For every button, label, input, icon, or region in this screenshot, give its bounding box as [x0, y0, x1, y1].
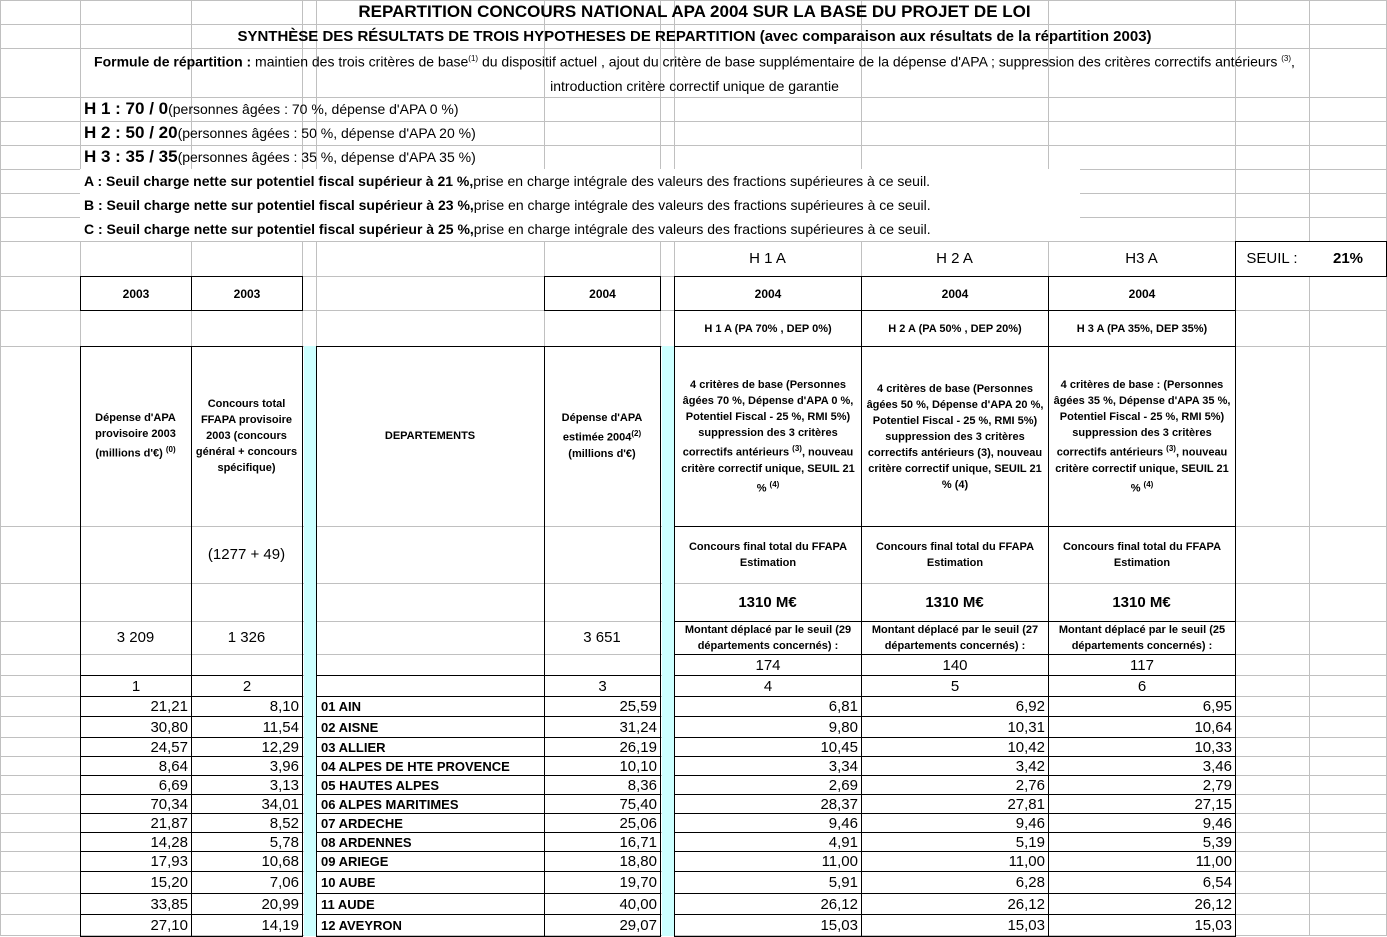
value-cell-c1[interactable]: 14,28	[80, 832, 192, 852]
header-text: (millions d'€)	[568, 447, 636, 460]
value-cell-c1[interactable]: 21,21	[80, 696, 192, 717]
moved-label-h2: Montant déplacé par le seuil (27 départements concernés) :	[861, 621, 1049, 655]
threshold-detail: prise en charge intégrale des valeurs des fractions supérieures à ce seuil.	[473, 221, 931, 237]
value-cell-h2[interactable]: 2,76	[861, 775, 1049, 795]
final-label-h1: Concours final total du FFAPA Estimation	[674, 526, 862, 622]
moved-value-h3: 117	[1048, 654, 1236, 676]
value-cell-h3[interactable]: 6,95	[1048, 696, 1236, 717]
value-cell-c2[interactable]: 10,68	[191, 851, 303, 872]
column-title-h3: H3 A	[1125, 250, 1158, 267]
value-cell-c1[interactable]: 33,85	[80, 893, 192, 915]
sublabel-h1: H 1 A (PA 70% , DEP 0%)	[674, 310, 862, 347]
value-cell-c3[interactable]: 25,06	[544, 813, 661, 833]
value-cell-c3[interactable]: 19,70	[544, 871, 661, 894]
value-cell-h3[interactable]: 11,00	[1048, 851, 1236, 872]
index-dept	[316, 675, 545, 697]
value-cell-h1[interactable]: 9,46	[674, 813, 862, 833]
moved-value-h2: 140	[861, 654, 1049, 676]
column-header-h1	[674, 346, 862, 527]
value-cell-h1[interactable]: 4,91	[674, 832, 862, 852]
department-name-cell[interactable]: 06 ALPES MARITIMES	[316, 794, 545, 814]
formula-label: Formule de répartition :	[94, 53, 252, 70]
value-cell-h3[interactable]: 6,54	[1048, 871, 1236, 894]
footnote-ref: (3)	[1281, 54, 1292, 64]
value-cell-h2[interactable]: 10,31	[861, 716, 1049, 738]
column-header-h2: 4 critères de base (Personnes âgées 50 %, Dépense d'APA 20 %, Potentiel Fiscal - 25 %, RMI 5%) suppression des 3 critères correctifs antérieurs (3), nouveau critère correctif unique, SEUIL 21 % (4)	[861, 346, 1049, 527]
value-cell-h1[interactable]: 15,03	[674, 914, 862, 937]
value-cell-c2[interactable]: 7,06	[191, 871, 303, 894]
column-header-h3	[1048, 346, 1236, 527]
seuil-value[interactable]: 21%	[1332, 250, 1364, 267]
value-cell-c3[interactable]: 75,40	[544, 794, 661, 814]
value-cell-h2[interactable]: 6,28	[861, 871, 1049, 894]
formula-text: maintien des trois critères de base	[251, 53, 469, 70]
total-c3: 3 651	[583, 629, 621, 646]
value-cell-c1[interactable]: 24,57	[80, 737, 192, 757]
hypothesis-detail: (personnes âgées : 50 %, dépense d'APA 20 %)	[177, 125, 476, 141]
value-cell-h2[interactable]: 10,42	[861, 737, 1049, 757]
year-h1: 2004	[674, 276, 862, 311]
value-cell-h3[interactable]: 3,46	[1048, 756, 1236, 776]
header-text: 4 critères de base (Personnes âgées 70 %, Dépense d'APA 0 %, Potentiel Fiscal - 25 %, RMI 5%) suppression des 3 critères correctifs antérieurs	[682, 378, 854, 459]
column-title-h2: H 2 A	[936, 250, 973, 267]
final-value-h3: 1310 M€	[1112, 593, 1171, 611]
value-cell-h3[interactable]: 9,46	[1048, 813, 1236, 833]
department-name-cell[interactable]: 05 HAUTES ALPES	[316, 775, 545, 795]
department-name-cell[interactable]: 04 ALPES DE HTE PROVENCE	[316, 756, 545, 776]
department-name-cell[interactable]: 09 ARIEGE	[316, 851, 545, 872]
column-header-c3	[544, 346, 660, 526]
footnote-ref: (3)	[1166, 443, 1176, 453]
value-cell-h1[interactable]: 6,81	[674, 696, 862, 717]
threshold-a	[80, 169, 1080, 193]
threshold-label: A : Seuil charge nette sur potentiel fiscal supérieur à 21 %,	[84, 173, 474, 189]
value-cell-h2[interactable]: 6,92	[861, 696, 1049, 717]
value-cell-c1[interactable]: 70,34	[80, 794, 192, 814]
value-cell-c3[interactable]: 40,00	[544, 893, 661, 915]
column-header-c2: Concours total FFAPA provisoire 2003 (concours général + concours spécifique)	[195, 398, 298, 474]
gridline-vertical	[1309, 0, 1310, 936]
page-title: REPARTITION CONCOURS NATIONAL APA 2004 SUR LA BASE DU PROJET DE LOI	[358, 2, 1031, 21]
header-text: , nouveau critère correctif unique, SEUIL 21 %	[681, 446, 855, 495]
value-cell-c3[interactable]: 26,19	[544, 737, 661, 757]
value-cell-c1[interactable]: 17,93	[80, 851, 192, 872]
hypothesis-label: H 1 : 70 / 0	[84, 99, 169, 118]
year-h3: 2004	[1048, 276, 1236, 311]
department-name-cell[interactable]: 07 ARDECHE	[316, 813, 545, 833]
header-text: 4 critères de base : (Personnes âgées 35 %, Dépense d'APA 35 %, Potentiel Fiscal - 25 %, RMI 5%) suppression des 3 critères correctifs antérieurs	[1053, 378, 1231, 459]
footnote-ref: (2)	[631, 429, 642, 439]
value-cell-h1[interactable]: 3,34	[674, 756, 862, 776]
formula-text: du dispositif actuel , ajout du critère de base supplémentaire de la dépense d'APA ; suppression des critères correctifs antérieurs	[478, 53, 1282, 70]
final-value-h2: 1310 M€	[925, 593, 984, 611]
page-subtitle: SYNTHÈSE DES RÉSULTATS DE TROIS HYPOTHESES DE REPARTITION (avec comparaison aux résultats de la répartition 2003)	[237, 27, 1152, 45]
value-cell-c3[interactable]: 29,07	[544, 914, 661, 937]
column-title-h1: H 1 A	[749, 250, 786, 267]
value-cell-c1[interactable]: 27,10	[80, 914, 192, 937]
footnote-ref: (4)	[769, 479, 780, 489]
header-text: Dépense d'APA estimée 2004	[561, 412, 643, 444]
value-cell-c2[interactable]: 5,78	[191, 832, 303, 852]
hypothesis-detail: (personnes âgées : 70 %, dépense d'APA 0 %)	[168, 101, 459, 117]
value-cell-h1[interactable]: 2,69	[674, 775, 862, 795]
value-cell-c2[interactable]: 20,99	[191, 893, 303, 915]
value-cell-c2[interactable]: 8,52	[191, 813, 303, 833]
value-cell-c1[interactable]: 8,64	[80, 756, 192, 776]
value-cell-c2[interactable]: 3,13	[191, 775, 303, 795]
final-label-h3: Concours final total du FFAPA Estimation	[1048, 526, 1236, 622]
value-cell-h3[interactable]: 26,12	[1048, 893, 1236, 915]
threshold-b	[80, 193, 1080, 217]
formula-description	[80, 48, 1309, 97]
threshold-label: C : Seuil charge nette sur potentiel fiscal supérieur à 25 %,	[84, 221, 474, 237]
value-cell-c2[interactable]: 3,96	[191, 756, 303, 776]
threshold-c	[80, 217, 1080, 241]
year-c3: 2004	[544, 276, 661, 311]
value-cell-h2[interactable]: 9,46	[861, 813, 1049, 833]
concours-breakdown: (1277 + 49)	[207, 546, 286, 563]
value-cell-c1[interactable]: 21,87	[80, 813, 192, 833]
value-cell-h2[interactable]: 27,81	[861, 794, 1049, 814]
threshold-label: B : Seuil charge nette sur potentiel fiscal supérieur à 23 %,	[84, 197, 474, 213]
value-cell-h2[interactable]: 5,19	[861, 832, 1049, 852]
hypothesis-detail: (personnes âgées : 35 %, dépense d'APA 35 %)	[177, 149, 476, 165]
formula-text: , introduction critère correctif unique de garantie	[550, 53, 1295, 94]
total-c1: 3 209	[116, 629, 155, 646]
value-cell-c3[interactable]: 31,24	[544, 716, 661, 738]
value-cell-c3[interactable]: 25,59	[544, 696, 661, 717]
department-name-cell[interactable]: 10 AUBE	[316, 871, 545, 894]
footnote-ref: (4)	[1143, 479, 1154, 489]
year-c1: 2003	[80, 276, 192, 311]
threshold-detail: prise en charge intégrale des valeurs des fractions supérieures à ce seuil.	[473, 197, 931, 213]
value-cell-c2[interactable]: 11,54	[191, 716, 303, 738]
index-h1: 4	[674, 675, 862, 697]
moved-label-h3: Montant déplacé par le seuil (25 départements concernés) :	[1048, 621, 1236, 655]
hypothesis-3	[80, 145, 660, 169]
footnote-ref: (0)	[165, 445, 176, 455]
gridline-vertical	[0, 0, 1, 936]
value-cell-h1[interactable]: 28,37	[674, 794, 862, 814]
value-cell-c1[interactable]: 6,69	[80, 775, 192, 795]
value-cell-h2[interactable]: 11,00	[861, 851, 1049, 872]
footnote-ref: (3)	[792, 443, 802, 453]
index-c2: 2	[191, 675, 303, 697]
index-h3: 6	[1048, 675, 1236, 697]
hypothesis-1	[80, 97, 660, 121]
value-cell-c1[interactable]: 15,20	[80, 871, 192, 894]
column-header-dept: DEPARTEMENTS	[384, 430, 476, 442]
index-c3: 3	[544, 675, 661, 697]
sublabel-h2: H 2 A (PA 50% , DEP 20%)	[861, 310, 1049, 347]
value-cell-c3[interactable]: 16,71	[544, 832, 661, 852]
value-cell-c2[interactable]: 34,01	[191, 794, 303, 814]
value-cell-h2[interactable]: 26,12	[861, 893, 1049, 915]
department-name-cell[interactable]: 03 ALLIER	[316, 737, 545, 757]
sublabel-h3: H 3 A (PA 35%, DEP 35%)	[1048, 310, 1236, 347]
year-c2: 2003	[191, 276, 303, 311]
department-name-cell[interactable]: 01 AIN	[316, 696, 545, 717]
value-cell-c3[interactable]: 8,36	[544, 775, 661, 795]
index-h2: 5	[861, 675, 1049, 697]
value-cell-h1[interactable]: 11,00	[674, 851, 862, 872]
value-cell-h3[interactable]: 5,39	[1048, 832, 1236, 852]
department-name-cell[interactable]: 11 AUDE	[316, 893, 545, 915]
year-h2: 2004	[861, 276, 1049, 311]
value-cell-c1[interactable]: 30,80	[80, 716, 192, 738]
header-text: , nouveau critère correctif unique, SEUIL 21 %	[1055, 446, 1229, 495]
value-cell-h1[interactable]: 9,80	[674, 716, 862, 738]
value-cell-h2[interactable]: 15,03	[861, 914, 1049, 937]
hypothesis-2	[80, 121, 660, 145]
seuil-label: SEUIL :	[1246, 250, 1298, 267]
value-cell-c3[interactable]: 18,80	[544, 851, 661, 872]
value-cell-c3[interactable]: 10,10	[544, 756, 661, 776]
value-cell-h3[interactable]: 2,79	[1048, 775, 1236, 795]
threshold-detail: prise en charge intégrale des valeurs des fractions supérieures à ce seuil.	[473, 173, 931, 189]
department-name-cell[interactable]: 12 AVEYRON	[316, 914, 545, 937]
final-value-h1: 1310 M€	[738, 593, 797, 611]
value-cell-c2[interactable]: 12,29	[191, 737, 303, 757]
moved-label-h1: Montant déplacé par le seuil (29 départements concernés) :	[674, 621, 862, 655]
total-c2: 1 326	[227, 629, 266, 646]
header-text: Dépense d'APA provisoire 2003 (millions d'€)	[95, 412, 176, 460]
value-cell-h1[interactable]: 5,91	[674, 871, 862, 894]
value-cell-h3[interactable]: 27,15	[1048, 794, 1236, 814]
value-cell-h3[interactable]: 15,03	[1048, 914, 1236, 937]
department-name-cell[interactable]: 02 AISNE	[316, 716, 545, 738]
value-cell-c2[interactable]: 14,19	[191, 914, 303, 937]
value-cell-c2[interactable]: 8,10	[191, 696, 303, 717]
hypothesis-label: H 3 : 35 / 35	[84, 147, 178, 166]
value-cell-h3[interactable]: 10,33	[1048, 737, 1236, 757]
final-label-h2: Concours final total du FFAPA Estimation	[861, 526, 1049, 622]
separator-column-2	[662, 346, 674, 936]
index-c1: 1	[80, 675, 192, 697]
moved-value-h1: 174	[674, 654, 862, 676]
value-cell-h1[interactable]: 26,12	[674, 893, 862, 915]
column-header-c1	[80, 346, 191, 526]
separator-column-1	[304, 346, 316, 936]
value-cell-h3[interactable]: 10,64	[1048, 716, 1236, 738]
value-cell-h2[interactable]: 3,42	[861, 756, 1049, 776]
footnote-ref: (1)	[468, 54, 479, 64]
department-name-cell[interactable]: 08 ARDENNES	[316, 832, 545, 852]
value-cell-h1[interactable]: 10,45	[674, 737, 862, 757]
hypothesis-label: H 2 : 50 / 20	[84, 123, 178, 142]
